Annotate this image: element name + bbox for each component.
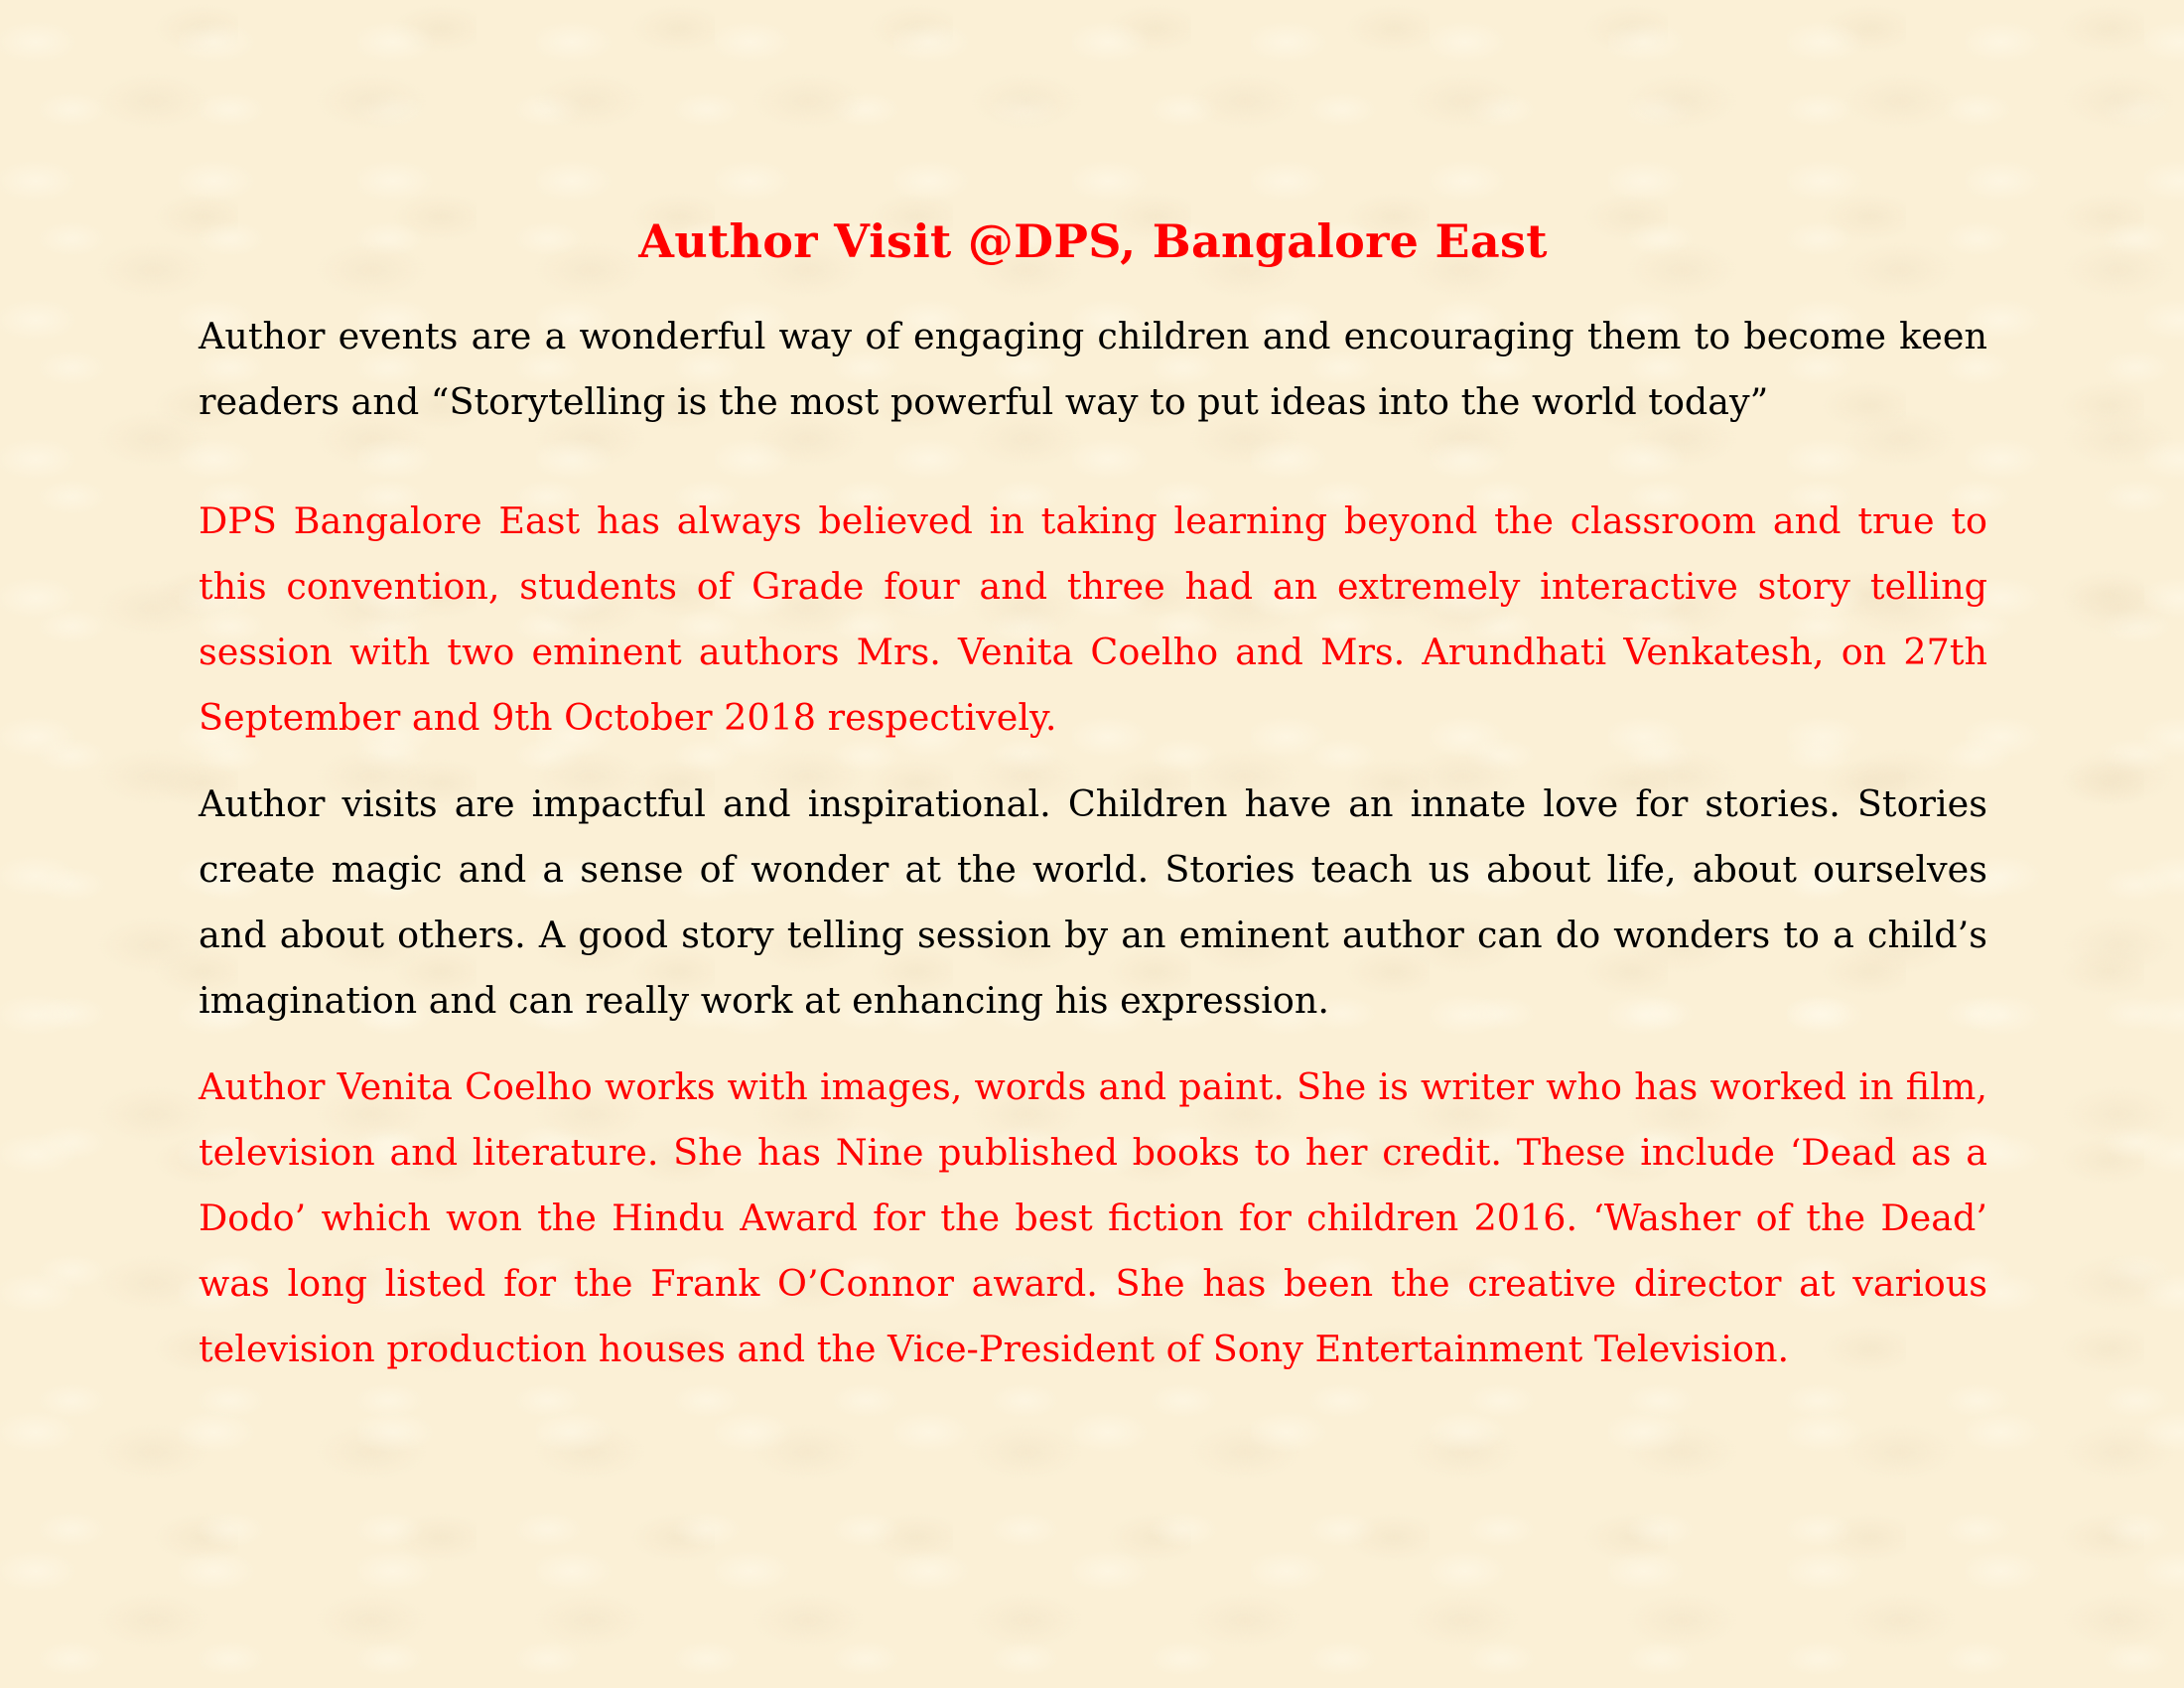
document-page [199, 207, 1987, 1382]
intro-paragraph: Author events are a wonderful way of engaging children and encouraging them to become keen readers and “Storytelling is the most powerful way to put ideas into the world today” [199, 315, 1987, 423]
impact-paragraph: Author visits are impactful and inspirational. Children have an innate love for stories. Stories create magic and a sense of wonder at the world. Stories teach us about life, about ourselves and about others. A good story telling session by an eminent author can do wonders to a child’s imagination and can really work at enhancing his expression. [199, 782, 1987, 1022]
page-title: Author Visit @DPS, Bangalore East [638, 214, 1548, 268]
event-paragraph: DPS Bangalore East has always believed in taking learning beyond the classroom and true to this convention, students of Grade four and three had an extremely interactive story telling session with two eminent authors Mrs. Venita Coelho and Mrs. Arundhati Venkatesh, on 27th September and 9th October 2018 respectively. [199, 499, 1987, 739]
author-bio-paragraph: Author Venita Coelho works with images, words and paint. She is writer who has worked in film, television and literature. She has Nine published books to her credit. These include ‘Dead as a Dodo’ which won the Hindu Award for the best fiction for children 2016. ‘Washer of the Dead’ was long listed for the Frank O’Connor award. She has been the creative director at various television production houses and the Vice-President of Sony Entertainment Television. [199, 1065, 1987, 1370]
